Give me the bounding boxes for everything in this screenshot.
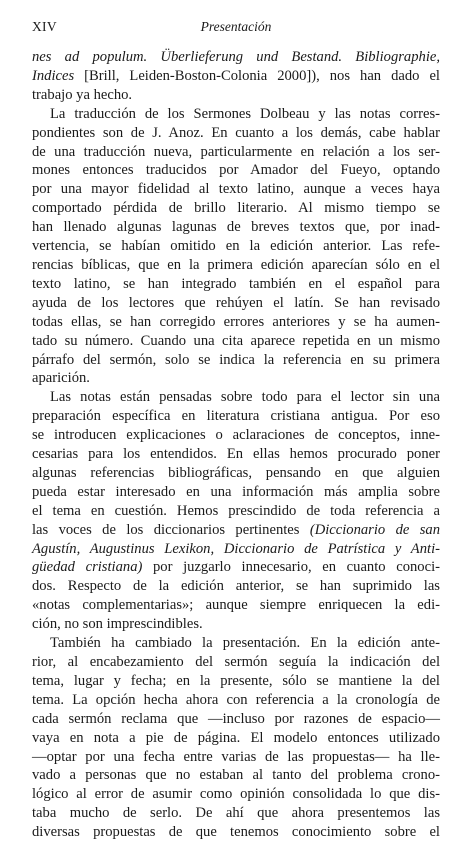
- text-line: han llenado algunas lagunas de breves textos que, por inad-: [32, 219, 440, 236]
- italic-text: Agustín, Augustinus Lexikon, Diccionario de Patrística y Anti-: [32, 540, 440, 557]
- text-run: el tema en cuestión. Hemos prescindido de toda referencia a: [32, 502, 440, 519]
- text-run: por juzgarlo innecesario, en cuanto conoci-: [142, 559, 440, 576]
- running-head: [32, 18, 440, 40]
- text-line: ayuda de los lectores que rehúyen el latín. Se han revisado: [32, 294, 440, 311]
- text-line: párrafo del sermón, solo se indica la referencia en su primera: [32, 351, 440, 368]
- text-run: se introducen explicaciones o aclaraciones de conceptos, inne-: [32, 427, 440, 444]
- text-line: tado su número. Cuando una cita aparece repetida en un mismo: [32, 332, 440, 349]
- text-line: comportado pérdida de brillo literario. Al mismo tiempo se: [32, 200, 440, 217]
- text-run: algunas referencias bibliográficas, pensando en que alguien: [32, 464, 440, 481]
- text-run: ción, no son imprescindibles.: [32, 616, 203, 633]
- text-line: [32, 577, 440, 596]
- text-line: pondientes son de J. Anoz. En cuanto a los demás, cabe hablar: [32, 124, 440, 141]
- text-run: pueda estar interesado en una información más amplia sobre: [32, 483, 440, 500]
- text-line: —optar por una fecha entre varias de las propuestas— ha lle-: [32, 748, 440, 765]
- text-line: [32, 521, 440, 540]
- text-line: [32, 388, 440, 407]
- running-title: Presentación: [200, 19, 272, 34]
- text-line: de una traducción nueva, particularmente en relación a los ser-: [32, 143, 440, 160]
- text-line: [32, 540, 440, 559]
- text-line: [32, 48, 440, 67]
- text-line: [32, 596, 440, 615]
- text-line: [32, 615, 440, 634]
- text-line: taba mucho de serlo. De ahí que ahora presentemos las: [32, 805, 440, 822]
- text-line: diversas propuestas de que tenemos conocimiento sobre el: [32, 824, 440, 841]
- text-line: tema, lugar y fecha; en la presente, sólo se mantiene la del: [32, 672, 440, 689]
- italic-text: nes ad populum. Überlieferung und Bestand. Bibliographie,: [32, 49, 440, 65]
- text-line: por una mayor fidelidad al texto latino, aunque a veces haya: [32, 181, 440, 198]
- paragraph-3: [32, 388, 440, 634]
- text-line: [32, 426, 440, 445]
- body-text: [32, 48, 440, 842]
- text-line: [32, 67, 440, 86]
- text-line: vertencia, se habían omitido en la edición anterior. Las refe-: [32, 238, 440, 255]
- text-line: rior, al encabezamiento del sermón seguía la indicación del: [32, 654, 440, 670]
- paragraph-2: [32, 105, 440, 389]
- text-line: También ha cambiado la presentación. En la edición ante-: [50, 635, 440, 652]
- italic-text: güedad cristiana): [32, 559, 143, 576]
- text-line: cada sermón reclama que —incluso por razones de espacio—: [32, 710, 440, 727]
- paragraph-4: [32, 634, 440, 842]
- text-run: las voces de los diccionarios pertinentes: [32, 521, 310, 538]
- text-line: rencias bíblicas, que en la primera edición aparecían sólo en el: [32, 256, 440, 273]
- text-line: vado a personas que no estaban al tanto del problema crono-: [32, 767, 440, 784]
- text-line: [32, 558, 440, 577]
- text-run: cesarias para los entendidos. En ellas hemos procurado poner: [32, 446, 440, 463]
- paragraph-1: [32, 48, 440, 105]
- italic-text: (Diccionario de san: [309, 521, 441, 538]
- text-line: [32, 464, 440, 483]
- text-line: [32, 502, 440, 521]
- text-line: [32, 86, 440, 105]
- text-line: aparición.: [32, 370, 90, 387]
- text-run: preparación específica en literatura cristiana antigua. Por eso: [32, 408, 440, 425]
- text-line: La traducción de los Sermones Dolbeau y las notas corres-: [50, 105, 440, 122]
- text-line: [32, 445, 440, 464]
- text-line: tema. La opción hecha ahora con referencia a la cronología de: [32, 691, 440, 708]
- text-line: lógico al error de asumir como opinión consolidada lo que dis-: [32, 786, 440, 803]
- text-run: trabajo ya hecho.: [32, 86, 133, 103]
- text-line: texto latino, se han integrado también en el español para: [32, 275, 440, 292]
- page-number: XIV: [32, 19, 57, 34]
- book-page: [32, 18, 440, 842]
- text-line: todas ellas, se han corregido errores anteriores y se ha aumen-: [32, 313, 440, 330]
- text-run: «notas complementarias»; aunque siempre enriquecen la edi-: [32, 597, 440, 614]
- text-run: [Brill, Leiden-Boston-Colonia 2000]), nos han dado el: [74, 67, 440, 84]
- text-line: mones entonces traducidos por Amador del Fueyo, optando: [32, 162, 440, 179]
- text-run: Las notas están pensadas sobre todo para el lector sin una: [50, 389, 440, 406]
- text-line: vaya en nota a pie de página. El modelo entonces utilizado: [32, 729, 440, 746]
- text-line: [32, 407, 440, 426]
- italic-text: Indices: [32, 67, 75, 84]
- text-run: dos. Respecto de la edición anterior, se han suprimido las: [32, 578, 440, 595]
- text-line: [32, 483, 440, 502]
